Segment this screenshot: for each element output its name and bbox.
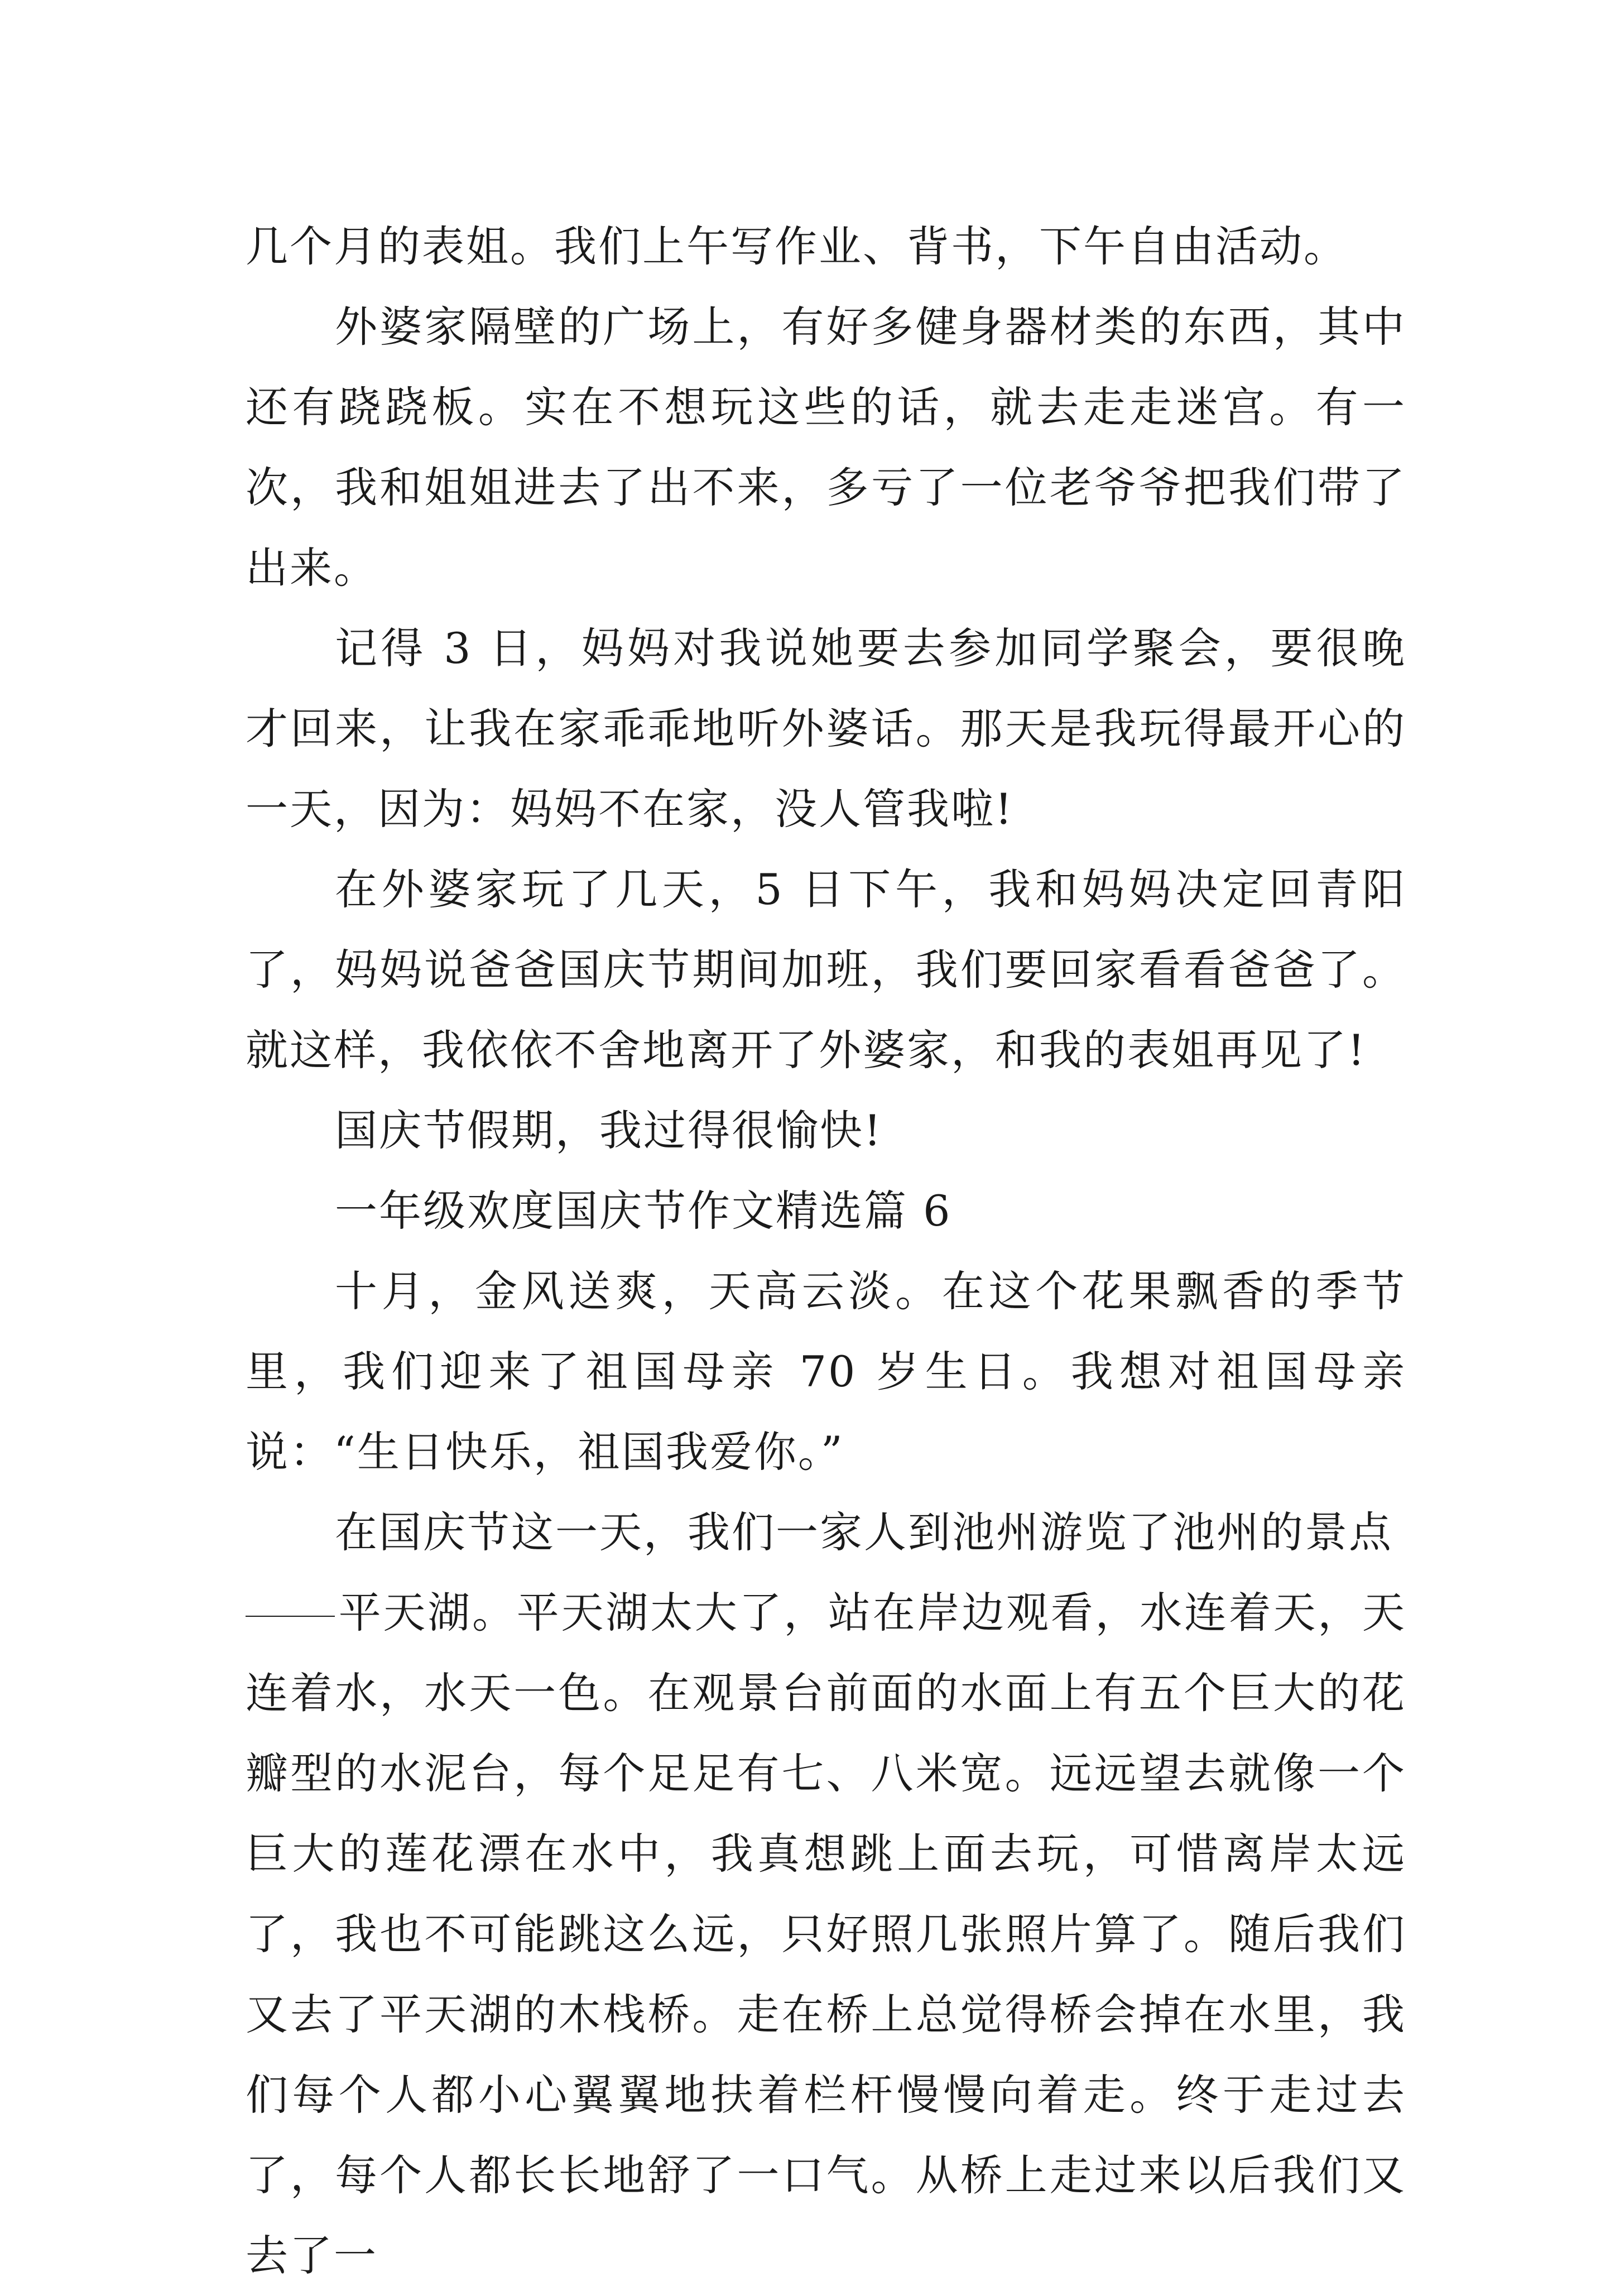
document-body	[246, 206, 1406, 2296]
paragraph-playground: 外婆家隔壁的广场上，有好多健身器材类的东西，其中还有跷跷板。实在不想玩这些的话，就去走走迷宫。有一次，我和姐姐进去了出不来，多亏了一位老爷爷把我们带了出来。	[246, 302, 1406, 593]
paragraph-fifth-day: 在外婆家玩了几天，5 日下午，我和妈妈决定回青阳了，妈妈说爸爸国庆节期间加班，我们要回家看看爸爸了。就这样，我依依不舍地离开了外婆家，和我的表姐再见了!	[246, 864, 1406, 1075]
paragraph-holiday-summary: 国庆节假期，我过得很愉快!	[335, 1106, 883, 1155]
paragraph-pingtian-lake	[246, 1573, 1406, 2296]
dash-line	[246, 1616, 335, 1617]
section-heading: 一年级欢度国庆节作文精选篇 6	[335, 1186, 952, 1236]
paragraph-third-day: 记得 3 日，妈妈对我说她要去参加同学聚会，要很晚才回来，让我在家乖乖地听外婆话。那天是我玩得最开心的一天，因为：妈妈不在家，没人管我啦!	[246, 623, 1406, 834]
paragraph-october: 十月，金风送爽，天高云淡。在这个花果飘香的季节里，我们迎来了祖国母亲 70 岁生日。我想对祖国母亲说：“生日快乐，祖国我爱你。”	[246, 1266, 1406, 1477]
paragraph-pingtian-lake-text: 平天湖。平天湖太大了，站在岸边观看，水连着天，天连着水，水天一色。在观景台前面的水面上有五个巨大的花瓣型的水泥台，每个足足有七、八米宽。远远望去就像一个巨大的莲花漂在水中，我真想跳上面去玩，可惜离岸太远了，我也不可能跳这么远，只好照几张照片算了。随后我们又去了平天湖的木栈桥。走在桥上总觉得桥会掉在水里，我们每个人都小心翼翼地扶着栏杆慢慢向着走。终于走过去了，每个人都长长地舒了一口气。从桥上走过来以后我们又去了一	[246, 1588, 1406, 2280]
paragraph-continuation: 几个月的表姐。我们上午写作业、背书，下午自由活动。	[246, 222, 1348, 271]
paragraph-national-day-trip: 在国庆节这一天，我们一家人到池州游览了池州的景点	[335, 1507, 1393, 1557]
